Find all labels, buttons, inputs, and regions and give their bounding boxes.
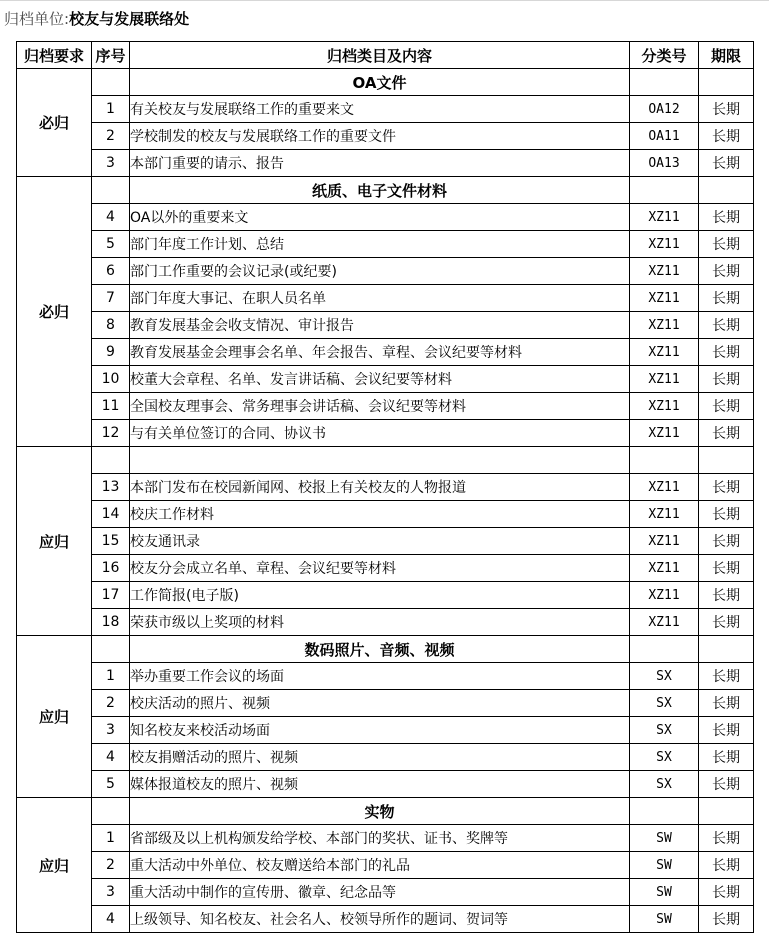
seq-cell: 12 xyxy=(92,420,130,447)
item-cell: 工作简报(电子版) xyxy=(130,582,630,609)
item-cell: 教育发展基金会收支情况、审计报告 xyxy=(130,312,630,339)
term-cell: 长期 xyxy=(699,96,754,123)
item-cell: 校庆活动的照片、视频 xyxy=(130,690,630,717)
term-cell: 长期 xyxy=(699,771,754,798)
table-row xyxy=(17,150,754,177)
term-cell: 长期 xyxy=(699,339,754,366)
section-title: OA文件 xyxy=(130,69,630,96)
requirement-cell: 应归 xyxy=(17,798,92,933)
item-cell: 媒体报道校友的照片、视频 xyxy=(130,771,630,798)
seq-cell: 4 xyxy=(92,204,130,231)
section-header-row xyxy=(17,177,754,204)
header-requirement: 归档要求 xyxy=(17,42,92,69)
table-row xyxy=(17,744,754,771)
table-row xyxy=(17,231,754,258)
code-cell: SX xyxy=(630,771,699,798)
table-row xyxy=(17,717,754,744)
seq-cell: 10 xyxy=(92,366,130,393)
item-cell: 部门年度工作计划、总结 xyxy=(130,231,630,258)
section-title: 纸质、电子文件材料 xyxy=(130,177,630,204)
seq-cell: 14 xyxy=(92,501,130,528)
section-header-row xyxy=(17,798,754,825)
table-row xyxy=(17,258,754,285)
item-cell: 教育发展基金会理事会名单、年会报告、章程、会议纪要等材料 xyxy=(130,339,630,366)
section-seq-blank xyxy=(92,636,130,663)
seq-cell: 3 xyxy=(92,879,130,906)
item-cell: 重大活动中制作的宣传册、徽章、纪念品等 xyxy=(130,879,630,906)
table-row xyxy=(17,528,754,555)
header-seq: 序号 xyxy=(92,42,130,69)
section-term-blank xyxy=(699,798,754,825)
seq-cell: 1 xyxy=(92,96,130,123)
term-cell: 长期 xyxy=(699,663,754,690)
section-title: 数码照片、音频、视频 xyxy=(130,636,630,663)
section-title xyxy=(130,447,630,474)
item-cell: 举办重要工作会议的场面 xyxy=(130,663,630,690)
requirement-cell: 必归 xyxy=(17,177,92,447)
section-header-row xyxy=(17,447,754,474)
table-row xyxy=(17,474,754,501)
seq-cell: 9 xyxy=(92,339,130,366)
section-term-blank xyxy=(699,636,754,663)
item-cell: 校友分会成立名单、章程、会议纪要等材料 xyxy=(130,555,630,582)
term-cell: 长期 xyxy=(699,717,754,744)
seq-cell: 8 xyxy=(92,312,130,339)
item-cell: 重大活动中外单位、校友赠送给本部门的礼品 xyxy=(130,852,630,879)
section-seq-blank xyxy=(92,447,130,474)
term-cell: 长期 xyxy=(699,609,754,636)
table-row xyxy=(17,420,754,447)
code-cell: XZ11 xyxy=(630,474,699,501)
seq-cell: 6 xyxy=(92,258,130,285)
seq-cell: 3 xyxy=(92,150,130,177)
table-row xyxy=(17,609,754,636)
term-cell: 长期 xyxy=(699,825,754,852)
item-cell: 校庆工作材料 xyxy=(130,501,630,528)
unit-name: 校友与发展联络处 xyxy=(69,10,190,28)
term-cell: 长期 xyxy=(699,312,754,339)
code-cell: XZ11 xyxy=(630,231,699,258)
header-term: 期限 xyxy=(699,42,754,69)
item-cell: 校友通讯录 xyxy=(130,528,630,555)
code-cell: XZ11 xyxy=(630,582,699,609)
term-cell: 长期 xyxy=(699,690,754,717)
code-cell: XZ11 xyxy=(630,393,699,420)
item-cell: 部门工作重要的会议记录(或纪要) xyxy=(130,258,630,285)
code-cell: XZ11 xyxy=(630,204,699,231)
seq-cell: 5 xyxy=(92,771,130,798)
section-term-blank xyxy=(699,447,754,474)
seq-cell: 18 xyxy=(92,609,130,636)
item-cell: OA以外的重要来文 xyxy=(130,204,630,231)
code-cell: SX xyxy=(630,744,699,771)
term-cell: 长期 xyxy=(699,528,754,555)
page-title xyxy=(4,0,189,38)
header-row xyxy=(17,42,754,69)
table-row xyxy=(17,339,754,366)
term-cell: 长期 xyxy=(699,906,754,933)
term-cell: 长期 xyxy=(699,285,754,312)
code-cell: XZ11 xyxy=(630,420,699,447)
table-row xyxy=(17,879,754,906)
table-row xyxy=(17,204,754,231)
section-seq-blank xyxy=(92,177,130,204)
term-cell: 长期 xyxy=(699,420,754,447)
term-cell: 长期 xyxy=(699,366,754,393)
header-code: 分类号 xyxy=(630,42,699,69)
table-row xyxy=(17,771,754,798)
code-cell: XZ11 xyxy=(630,312,699,339)
seq-cell: 16 xyxy=(92,555,130,582)
term-cell: 长期 xyxy=(699,204,754,231)
section-seq-blank xyxy=(92,798,130,825)
requirement-cell: 应归 xyxy=(17,447,92,636)
section-code-blank xyxy=(630,798,699,825)
term-cell: 长期 xyxy=(699,150,754,177)
code-cell: OA11 xyxy=(630,123,699,150)
seq-cell: 4 xyxy=(92,744,130,771)
term-cell: 长期 xyxy=(699,231,754,258)
seq-cell: 15 xyxy=(92,528,130,555)
table-row xyxy=(17,366,754,393)
table-row xyxy=(17,393,754,420)
item-cell: 校友捐赠活动的照片、视频 xyxy=(130,744,630,771)
item-cell: 全国校友理事会、常务理事会讲话稿、会议纪要等材料 xyxy=(130,393,630,420)
table-row xyxy=(17,501,754,528)
term-cell: 长期 xyxy=(699,393,754,420)
code-cell: XZ11 xyxy=(630,528,699,555)
item-cell: 本部门重要的请示、报告 xyxy=(130,150,630,177)
code-cell: SW xyxy=(630,852,699,879)
code-cell: XZ11 xyxy=(630,366,699,393)
seq-cell: 2 xyxy=(92,123,130,150)
table-body xyxy=(17,69,754,933)
header-category: 归档类目及内容 xyxy=(130,42,630,69)
seq-cell: 5 xyxy=(92,231,130,258)
code-cell: XZ11 xyxy=(630,339,699,366)
code-cell: SX xyxy=(630,690,699,717)
code-cell: XZ11 xyxy=(630,609,699,636)
code-cell: SX xyxy=(630,717,699,744)
section-term-blank xyxy=(699,177,754,204)
table-row xyxy=(17,663,754,690)
term-cell: 长期 xyxy=(699,582,754,609)
term-cell: 长期 xyxy=(699,258,754,285)
term-cell: 长期 xyxy=(699,501,754,528)
section-term-blank xyxy=(699,69,754,96)
table-row xyxy=(17,96,754,123)
archive-table xyxy=(16,41,754,933)
code-cell: SW xyxy=(630,906,699,933)
table-row xyxy=(17,690,754,717)
table-row xyxy=(17,906,754,933)
item-cell: 荣获市级以上奖项的材料 xyxy=(130,609,630,636)
section-code-blank xyxy=(630,447,699,474)
code-cell: SW xyxy=(630,825,699,852)
term-cell: 长期 xyxy=(699,474,754,501)
term-cell: 长期 xyxy=(699,744,754,771)
section-title: 实物 xyxy=(130,798,630,825)
seq-cell: 4 xyxy=(92,906,130,933)
code-cell: XZ11 xyxy=(630,285,699,312)
code-cell: OA12 xyxy=(630,96,699,123)
code-cell: XZ11 xyxy=(630,501,699,528)
section-code-blank xyxy=(630,636,699,663)
term-cell: 长期 xyxy=(699,852,754,879)
item-cell: 与有关单位签订的合同、协议书 xyxy=(130,420,630,447)
seq-cell: 7 xyxy=(92,285,130,312)
item-cell: 学校制发的校友与发展联络工作的重要文件 xyxy=(130,123,630,150)
item-cell: 部门年度大事记、在职人员名单 xyxy=(130,285,630,312)
code-cell: SX xyxy=(630,663,699,690)
term-cell: 长期 xyxy=(699,879,754,906)
requirement-cell: 应归 xyxy=(17,636,92,798)
table-row xyxy=(17,312,754,339)
table-row xyxy=(17,825,754,852)
term-cell: 长期 xyxy=(699,123,754,150)
unit-label: 归档单位: xyxy=(4,10,70,28)
table-row xyxy=(17,582,754,609)
item-cell: 上级领导、知名校友、社会名人、校领导所作的题词、贺词等 xyxy=(130,906,630,933)
item-cell: 知名校友来校活动场面 xyxy=(130,717,630,744)
code-cell: XZ11 xyxy=(630,555,699,582)
seq-cell: 1 xyxy=(92,825,130,852)
table-row xyxy=(17,285,754,312)
seq-cell: 3 xyxy=(92,717,130,744)
item-cell: 有关校友与发展联络工作的重要来文 xyxy=(130,96,630,123)
seq-cell: 1 xyxy=(92,663,130,690)
table-row xyxy=(17,555,754,582)
table-row xyxy=(17,123,754,150)
section-header-row xyxy=(17,69,754,96)
term-cell: 长期 xyxy=(699,555,754,582)
seq-cell: 2 xyxy=(92,852,130,879)
item-cell: 本部门发布在校园新闻网、校报上有关校友的人物报道 xyxy=(130,474,630,501)
item-cell: 省部级及以上机构颁发给学校、本部门的奖状、证书、奖牌等 xyxy=(130,825,630,852)
table-row xyxy=(17,852,754,879)
seq-cell: 2 xyxy=(92,690,130,717)
code-cell: XZ11 xyxy=(630,258,699,285)
requirement-cell: 必归 xyxy=(17,69,92,177)
section-code-blank xyxy=(630,177,699,204)
code-cell: OA13 xyxy=(630,150,699,177)
item-cell: 校董大会章程、名单、发言讲话稿、会议纪要等材料 xyxy=(130,366,630,393)
seq-cell: 17 xyxy=(92,582,130,609)
section-seq-blank xyxy=(92,69,130,96)
section-code-blank xyxy=(630,69,699,96)
seq-cell: 11 xyxy=(92,393,130,420)
seq-cell: 13 xyxy=(92,474,130,501)
code-cell: SW xyxy=(630,879,699,906)
section-header-row xyxy=(17,636,754,663)
